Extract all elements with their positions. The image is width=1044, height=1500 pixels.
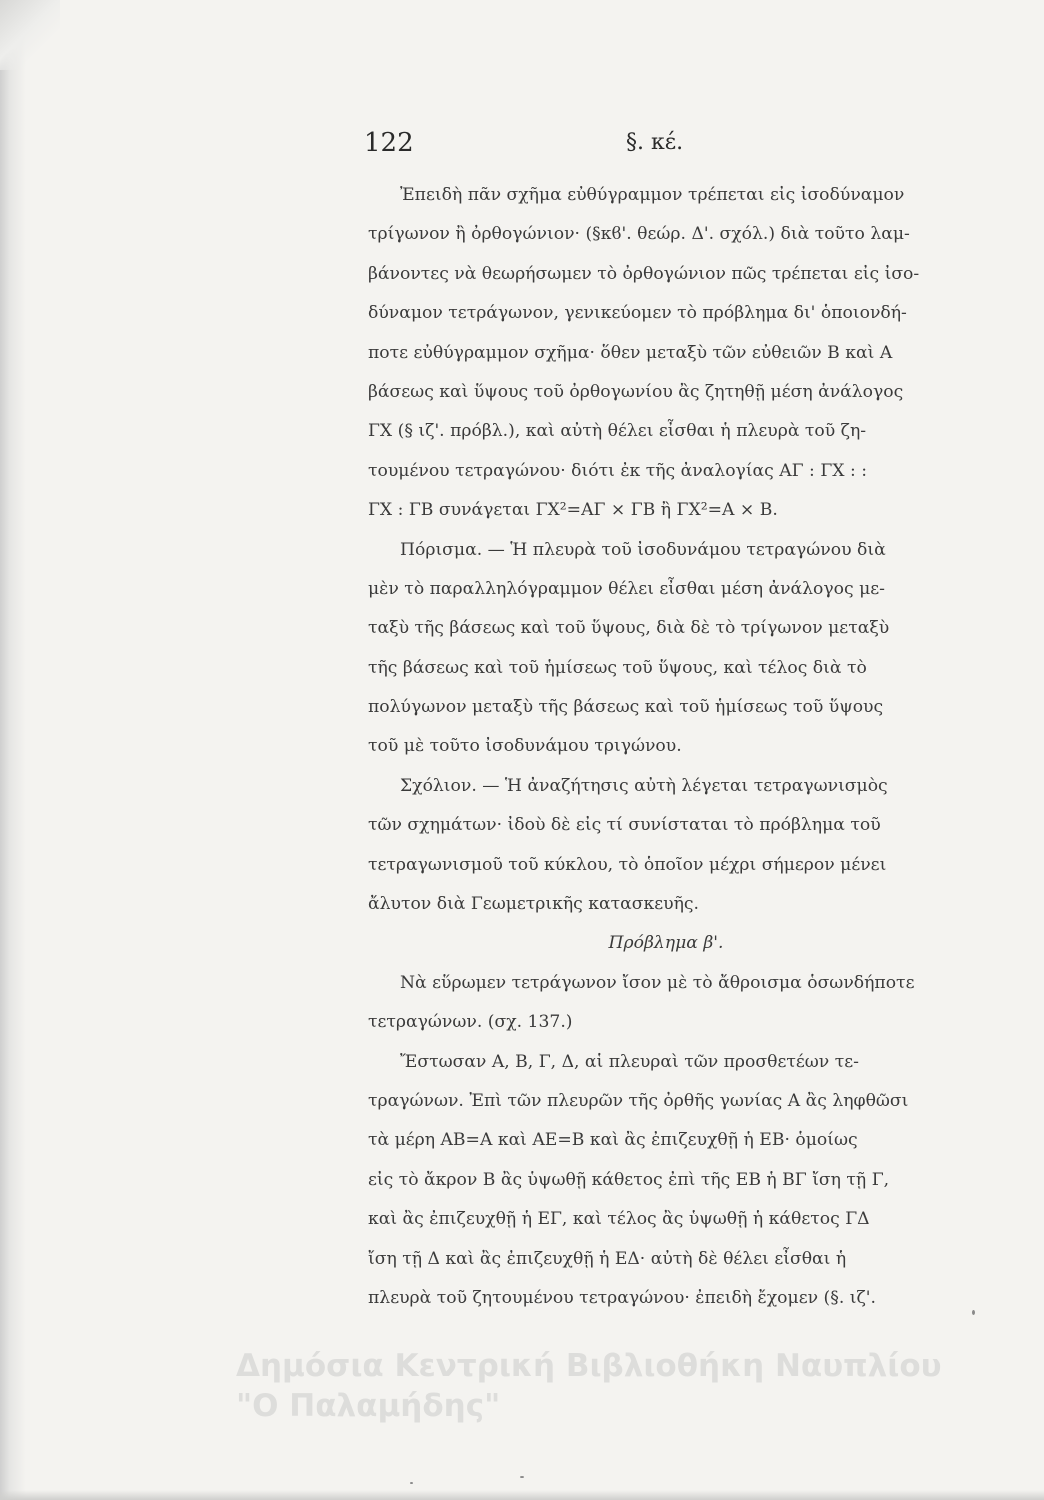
ink-speck xyxy=(520,1476,524,1478)
text-line: πλευρὰ τοῦ ζητουμένου τετραγώνου· ἐπειδὴ ἔχομεν (§. ιζ'. xyxy=(368,1287,876,1308)
text-line: Ἔστωσαν Α, Β, Γ, Δ, αἱ πλευραὶ τῶν προσθετέων τε- xyxy=(400,1051,859,1072)
text-line: τῶν σχημάτων· ἰδοὺ δὲ εἰς τί συνίσταται τὸ πρόβλημα τοῦ xyxy=(368,815,881,836)
scholium-line: Σχόλιον. — Ἡ ἀναζήτησις αὐτὴ λέγεται τετραγωνισμὸς xyxy=(400,775,888,796)
problem-heading: Πρόβλημα β'. xyxy=(608,933,724,954)
corollary-line: Πόρισμα. — Ἡ πλευρὰ τοῦ ἰσοδυνάμου τετραγώνου διὰ xyxy=(400,539,886,560)
page-binding-edge xyxy=(0,0,26,1500)
ink-speck xyxy=(972,1310,975,1315)
text-line: Ἐπειδὴ πᾶν σχῆμα εὐθύγραμμον τρέπεται εἰς ἰσοδύναμον xyxy=(400,185,905,205)
ink-speck xyxy=(410,1482,413,1484)
page-corner-curl xyxy=(0,0,60,70)
text-line: τὰ μέρη ΑΒ=Α καὶ ΑΕ=Β καὶ ἂς ἐπιζευχθῇ ἡ ΕΒ· ὁμοίως xyxy=(368,1130,858,1151)
text-line: δύναμον τετράγωνον, γενικεύομεν τὸ πρόβλημα δι' ὁποιονδή- xyxy=(368,303,907,324)
watermark-line-2: "Ο Παλαμήδης" xyxy=(236,1388,501,1424)
text-line: μὲν τὸ παραλληλόγραμμον θέλει εἶσθαι μέση ἀνάλογος με- xyxy=(368,578,885,599)
library-watermark xyxy=(236,1346,1016,1426)
body-text xyxy=(368,176,964,1318)
page-bottom-shadow xyxy=(0,1490,1044,1500)
text-line: καὶ ἂς ἐπιζευχθῇ ἡ ΕΓ, καὶ τέλος ἂς ὑψωθῇ ἡ κάθετος ΓΔ xyxy=(368,1209,870,1230)
text-line: ΓΧ : ΓΒ συνάγεται ΓΧ²=ΑΓ × ΓΒ ἢ ΓΧ²=Α × Β. xyxy=(368,500,778,521)
page-number: 122 xyxy=(364,128,414,158)
section-heading: §. κέ. xyxy=(626,130,684,155)
text-line: ἴση τῇ Δ καὶ ἂς ἐπιζευχθῇ ἡ ΕΔ· αὐτὴ δὲ θέλει εἶσθαι ἡ xyxy=(368,1248,847,1269)
text-line: τουμένου τετραγώνου· διότι ἐκ τῆς ἀναλογίας ΑΓ : ΓΧ : : xyxy=(368,460,867,481)
watermark-line-1: Δημόσια Κεντρική Βιβλιοθήκη Ναυπλίου xyxy=(236,1348,942,1384)
text-line: ἄλυτον διὰ Γεωμετρικῆς κατασκευῆς. xyxy=(368,894,699,915)
text-line: τετραγώνων. (σχ. 137.) xyxy=(368,1012,573,1033)
text-line: τοῦ μὲ τοῦτο ἰσοδυνάμου τριγώνου. xyxy=(368,736,682,757)
page-header xyxy=(364,128,924,168)
text-line: ποτε εὐθύγραμμον σχῆμα· ὅθεν μεταξὺ τῶν εὐθειῶν Β καὶ Α xyxy=(368,342,893,363)
text-line: τρίγωνον ἢ ὀρθογώνιον· (§κϐ'. θεώρ. Δ'. σχόλ.) διὰ τοῦτο λαμ- xyxy=(368,224,910,245)
text-line: τῆς βάσεως καὶ τοῦ ἡμίσεως τοῦ ὕψους, καὶ τέλος διὰ τὸ xyxy=(368,657,867,678)
text-line: τετραγωνισμοῦ τοῦ κύκλου, τὸ ὁποῖον μέχρι σήμερον μένει xyxy=(368,854,887,875)
text-line: εἰς τὸ ἄκρον Β ἂς ὑψωθῇ κάθετος ἐπὶ τῆς ΕΒ ἡ ΒΓ ἴση τῇ Γ, xyxy=(368,1169,890,1190)
text-line: βάσεως καὶ ὕψους τοῦ ὀρθογωνίου ἂς ζητηθῇ μέση ἀνάλογος xyxy=(368,381,904,402)
text-line: ταξὺ τῆς βάσεως καὶ τοῦ ὕψους, διὰ δὲ τὸ τρίγωνον μεταξὺ xyxy=(368,618,890,639)
text-line: ΓΧ (§ ιζ'. πρόβλ.), καὶ αὐτὴ θέλει εἶσθαι ἡ πλευρὰ τοῦ ζη- xyxy=(368,421,867,442)
text-line: πολύγωνον μεταξὺ τῆς βάσεως καὶ τοῦ ἡμίσεως τοῦ ὕψους xyxy=(368,697,884,718)
text-line: βάνοντες νὰ θεωρήσωμεν τὸ ὀρθογώνιον πῶς τρέπεται εἰς ἰσο- xyxy=(368,263,920,284)
text-line: Νὰ εὕρωμεν τετράγωνον ἴσον μὲ τὸ ἄθροισμα ὁσωνδήποτε xyxy=(400,972,915,993)
text-line: τραγώνων. Ἐπὶ τῶν πλευρῶν τῆς ὀρθῆς γωνίας Α ἂς ληφθῶσι xyxy=(368,1090,909,1111)
